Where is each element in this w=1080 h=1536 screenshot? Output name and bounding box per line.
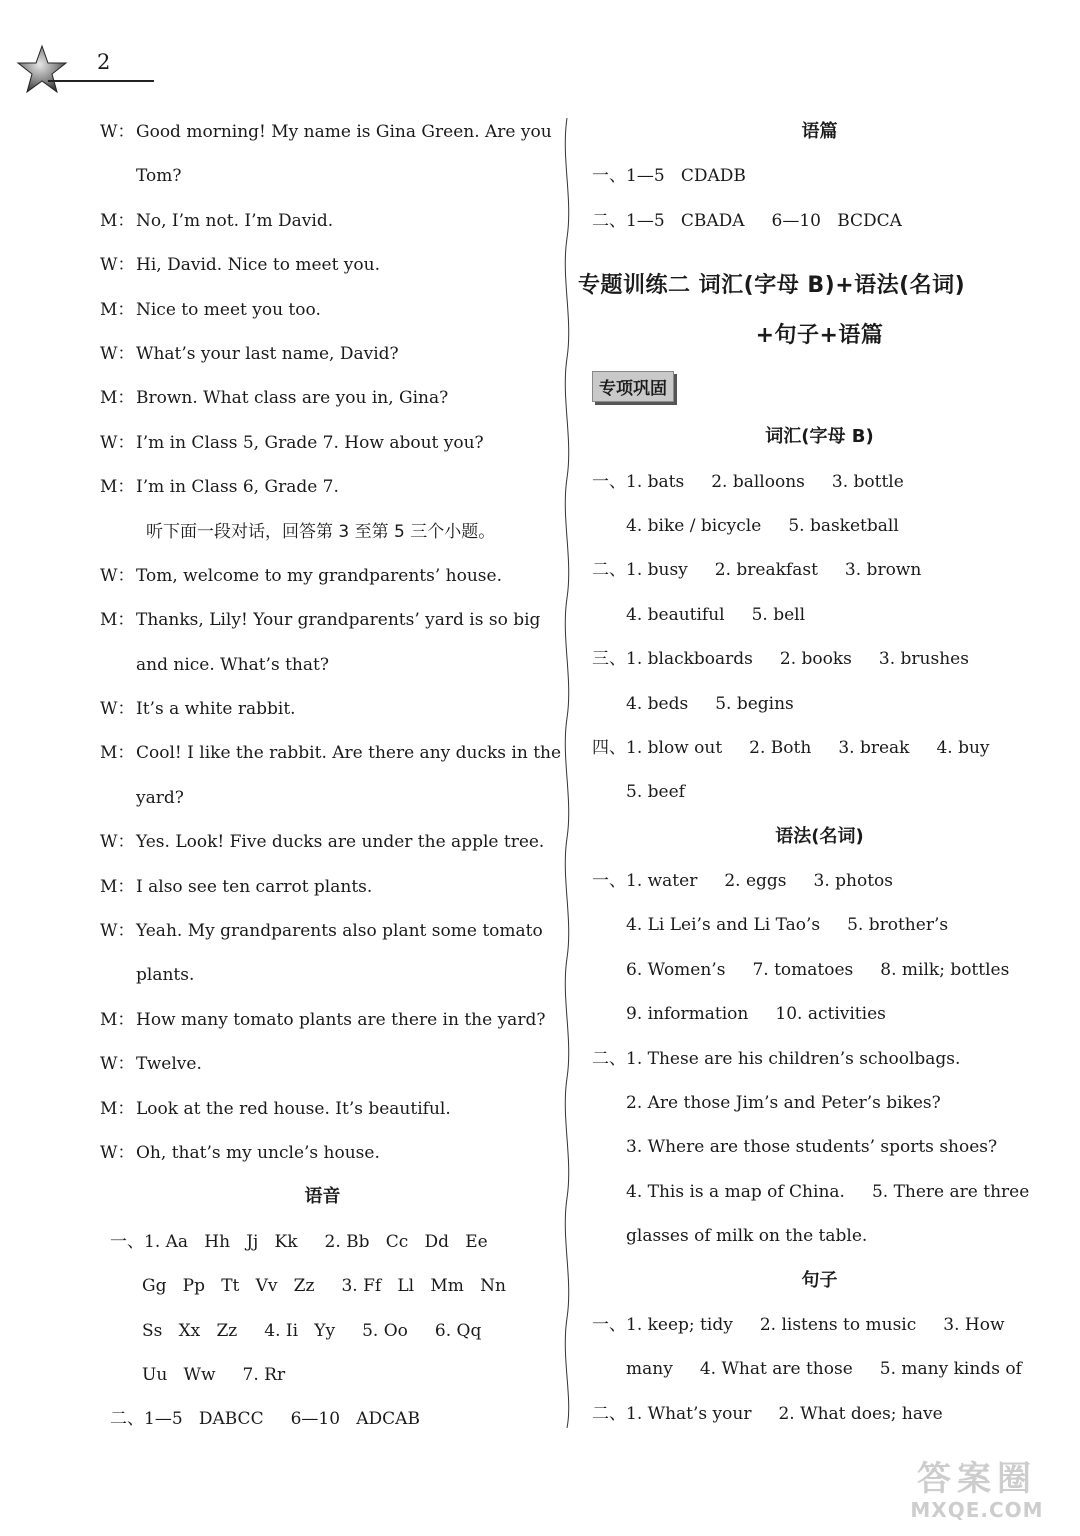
- speaker-label: W：: [100, 832, 135, 853]
- dialogue-a: [100, 110, 552, 510]
- dialogue-line: [100, 376, 545, 420]
- utterance-text: I’m in Class 6, Grade 7.: [136, 477, 339, 498]
- grammar-line: 4. This is a map of China. 5. There are three: [626, 1181, 1030, 1202]
- utterance-continuation: yard?: [136, 787, 184, 808]
- speaker-label: M：: [100, 210, 135, 231]
- watermark: [892, 1460, 1062, 1530]
- dialogue-line: [100, 1087, 545, 1131]
- speaker-label: W：: [100, 1142, 135, 1163]
- dialogue-line: [100, 332, 545, 376]
- dialogue-line: [100, 554, 545, 598]
- speaker-label: W：: [100, 565, 135, 586]
- dialogue-line: [100, 243, 545, 287]
- topic-title-line-2: +句子+语篇: [755, 323, 884, 349]
- speaker-label: W：: [100, 432, 135, 453]
- utterance-text: How many tomato plants are there in the yard?: [136, 1009, 546, 1030]
- speaker-label: W：: [100, 255, 135, 276]
- grammar-line: 6. Women’s 7. tomatoes 8. milk; bottles: [626, 959, 1010, 980]
- sentences-line: many 4. What are those 5. many kinds of: [626, 1359, 1022, 1380]
- utterance-text: Twelve.: [136, 1054, 202, 1075]
- speaker-label: M：: [100, 1098, 135, 1119]
- speaker-label: M：: [100, 876, 135, 897]
- utterance-text: I’m in Class 5, Grade 7. How about you?: [136, 432, 484, 453]
- speaker-label: W：: [100, 699, 135, 720]
- page-number: 2: [97, 50, 111, 74]
- utterance-text: No, I’m not. I’m David.: [136, 210, 334, 231]
- star-icon: [16, 44, 68, 96]
- dialogue-line: [100, 110, 552, 154]
- utterance-text: Tom, welcome to my grandparents’ house.: [136, 565, 502, 586]
- speaker-label: W：: [100, 1054, 135, 1075]
- dialogue-line: [100, 598, 545, 642]
- phonetics-line: Gg Pp Tt Vv Zz 3. Ff Ll Mm Nn: [142, 1276, 506, 1297]
- utterance-text: Cool! I like the rabbit. Are there any ducks in the: [136, 743, 562, 764]
- utterance-text: Yes. Look! Five ducks are under the apple tree.: [136, 832, 545, 853]
- utterance-text: Look at the red house. It’s beautiful.: [136, 1098, 451, 1119]
- topic-title: [578, 261, 1047, 361]
- watermark-logo: 答案圈: [917, 1459, 1037, 1499]
- speaker-label: M：: [100, 1009, 135, 1030]
- vocab-line: 一、1. bats 2. balloons 3. bottle: [592, 471, 904, 492]
- utterance-text: Thanks, Lily! Your grandparents’ yard is so big: [136, 610, 541, 631]
- dialogue-line: [100, 998, 545, 1042]
- vocab-line: 4. beds 5. begins: [626, 693, 794, 714]
- header-rule: [48, 80, 154, 82]
- speaker-label: M：: [100, 477, 135, 498]
- phonetics-line: Ss Xx Zz 4. Ii Yy 5. Oo 6. Qq: [142, 1320, 482, 1341]
- speaker-label: M：: [100, 743, 135, 764]
- phonetics-line: 二、1—5 DABCC 6—10 ADCAB: [110, 1409, 420, 1430]
- grammar-line: glasses of milk on the table.: [626, 1226, 868, 1247]
- dialogue-line: [100, 1042, 545, 1086]
- utterance-text: Hi, David. Nice to meet you.: [136, 255, 381, 276]
- speaker-label: M：: [100, 610, 135, 631]
- utterance-continuation: Tom?: [136, 166, 182, 187]
- utterance-continuation: and nice. What’s that?: [136, 654, 329, 675]
- dialogue-line: [100, 288, 545, 332]
- dialogue-b: [100, 554, 562, 1175]
- speaker-label: M：: [100, 388, 135, 409]
- reading-heading: 语篇: [801, 121, 838, 142]
- vocab-line: 四、1. blow out 2. Both 3. break 4. buy: [592, 737, 990, 758]
- speaker-label: W：: [100, 921, 135, 942]
- reading-line: 一、1—5 CDADB: [592, 166, 746, 187]
- speaker-label: W：: [100, 122, 135, 142]
- vocab-line: 4. bike / bicycle 5. basketball: [626, 515, 899, 536]
- vocab-line: 二、1. busy 2. breakfast 3. brown: [592, 560, 922, 581]
- sentences-heading: 句子: [801, 1269, 838, 1291]
- utterance-text: Yeah. My grandparents also plant some tomato: [136, 921, 543, 942]
- utterance-text: It’s a white rabbit.: [136, 699, 296, 720]
- vocab-line: 5. beef: [626, 782, 685, 803]
- speaker-label: M：: [100, 299, 135, 320]
- grammar-line: 9. information 10. activities: [626, 1004, 886, 1025]
- speaker-label: W：: [100, 343, 135, 364]
- right-column: [578, 110, 1047, 1436]
- grammar-heading: 语法(名词): [775, 825, 864, 847]
- utterance-text: Brown. What class are you in, Gina?: [136, 388, 449, 409]
- dialogue-line: [100, 465, 545, 509]
- column-divider: [560, 118, 574, 1428]
- dialogue-line: [100, 865, 545, 909]
- utterance-text: I also see ten carrot plants.: [136, 876, 373, 897]
- grammar-line: 一、1. water 2. eggs 3. photos: [592, 871, 894, 892]
- grammar-line: 二、1. These are his children’s schoolbags.: [592, 1048, 961, 1069]
- dialogue-line: [100, 199, 545, 243]
- utterance-text: Oh, that’s my uncle’s house.: [136, 1142, 380, 1163]
- vocab-line: 三、1. blackboards 2. books 3. brushes: [592, 649, 969, 670]
- dialogue-line: [100, 421, 545, 465]
- dialogue-line: [100, 687, 545, 731]
- grammar-line: 2. Are those Jim’s and Peter’s bikes?: [626, 1093, 941, 1114]
- utterance-continuation: plants.: [136, 965, 195, 986]
- dialogue-line: [100, 1131, 545, 1175]
- phonetics-heading: 语音: [304, 1186, 341, 1208]
- badge-wrap: [592, 361, 1047, 415]
- left-column: [100, 110, 562, 1442]
- watermark-url: MXQE.COM: [910, 1498, 1044, 1522]
- phonetics-line: 一、1. Aa Hh Jj Kk 2. Bb Cc Dd Ee: [110, 1231, 488, 1252]
- page-header: [0, 0, 1080, 100]
- dialogue-line: [100, 909, 545, 953]
- utterance-text: What’s your last name, David?: [136, 343, 399, 364]
- dialogue-line: [100, 731, 562, 775]
- phonetics-line: Uu Ww 7. Rr: [142, 1364, 286, 1385]
- grammar-line: 3. Where are those students’ sports shoes?: [626, 1137, 998, 1158]
- vocab-line: 4. beautiful 5. bell: [626, 604, 806, 625]
- section-badge: 专项巩固: [592, 371, 674, 402]
- utterance-text: Nice to meet you too.: [136, 299, 321, 320]
- reading-line: 二、1—5 CBADA 6—10 BCDCA: [592, 210, 902, 231]
- topic-title-line-1: 专题训练二 词汇(字母 B)+语法(名词): [578, 273, 966, 299]
- utterance-text: Good morning! My name is Gina Green. Are you: [136, 122, 552, 142]
- listening-instruction: 听下面一段对话，回答第 3 至第 5 三个小题。: [146, 521, 496, 542]
- dialogue-line: [100, 820, 545, 864]
- grammar-line: 4. Li Lei’s and Li Tao’s 5. brother’s: [626, 915, 949, 936]
- vocab-heading: 词汇(字母 B): [765, 426, 874, 448]
- sentences-line: 一、1. keep; tidy 2. listens to music 3. How: [592, 1314, 1005, 1335]
- sentences-line: 二、1. What’s your 2. What does; have: [592, 1403, 943, 1424]
